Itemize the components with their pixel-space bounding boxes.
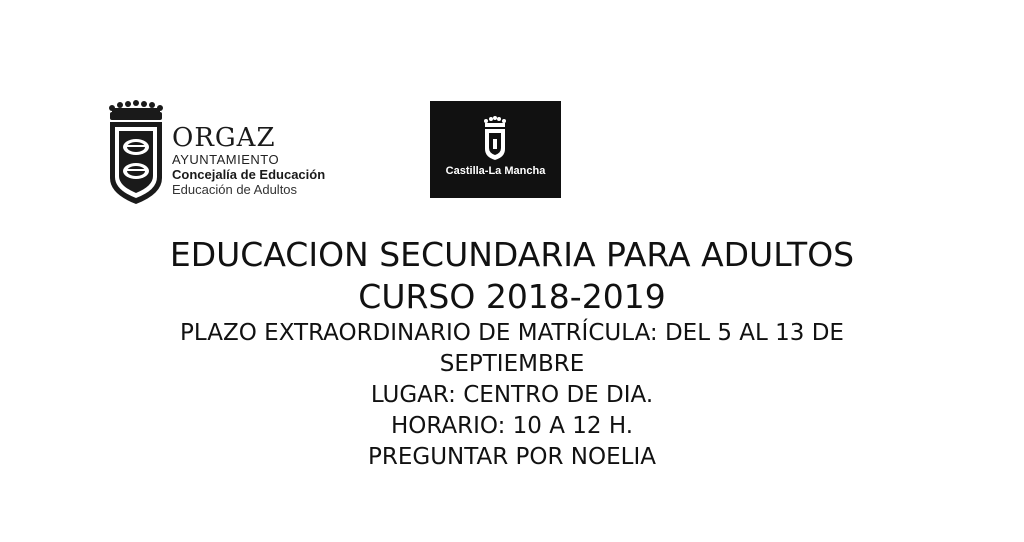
orgaz-shield-icon (104, 100, 168, 206)
notice-title-line2: CURSO 2018-2019 (358, 277, 666, 316)
contact-line: PREGUNTAR POR NOELIA (368, 444, 656, 470)
enrollment-line2: SEPTIEMBRE (439, 351, 585, 377)
orgaz-ayuntamiento: AYUNTAMIENTO (172, 152, 280, 167)
castilla-la-mancha-emblem-icon (482, 115, 508, 161)
orgaz-name: ORGAZ (172, 123, 276, 153)
notice-content (0, 234, 1024, 473)
enrollment-line1: PLAZO EXTRAORDINARIO DE MATRÍCULA: DEL 5 AL 13 DE (180, 320, 844, 346)
castilla-la-mancha-name: Castilla-La Mancha (445, 165, 546, 177)
notice-title-line1: EDUCACION SECUNDARIA PARA ADULTOS (169, 235, 855, 274)
place-line: LUGAR: CENTRO DE DIA. (370, 382, 654, 408)
hours-line: HORARIO: 10 A 12 H. (390, 413, 634, 439)
orgaz-concejalia: Concejalía de Educación (172, 167, 326, 182)
orgaz-educacion-adultos: Educación de Adultos (172, 182, 298, 197)
orgaz-text-block (172, 124, 325, 197)
castilla-la-mancha-logo (430, 101, 561, 198)
orgaz-logo (104, 100, 344, 206)
